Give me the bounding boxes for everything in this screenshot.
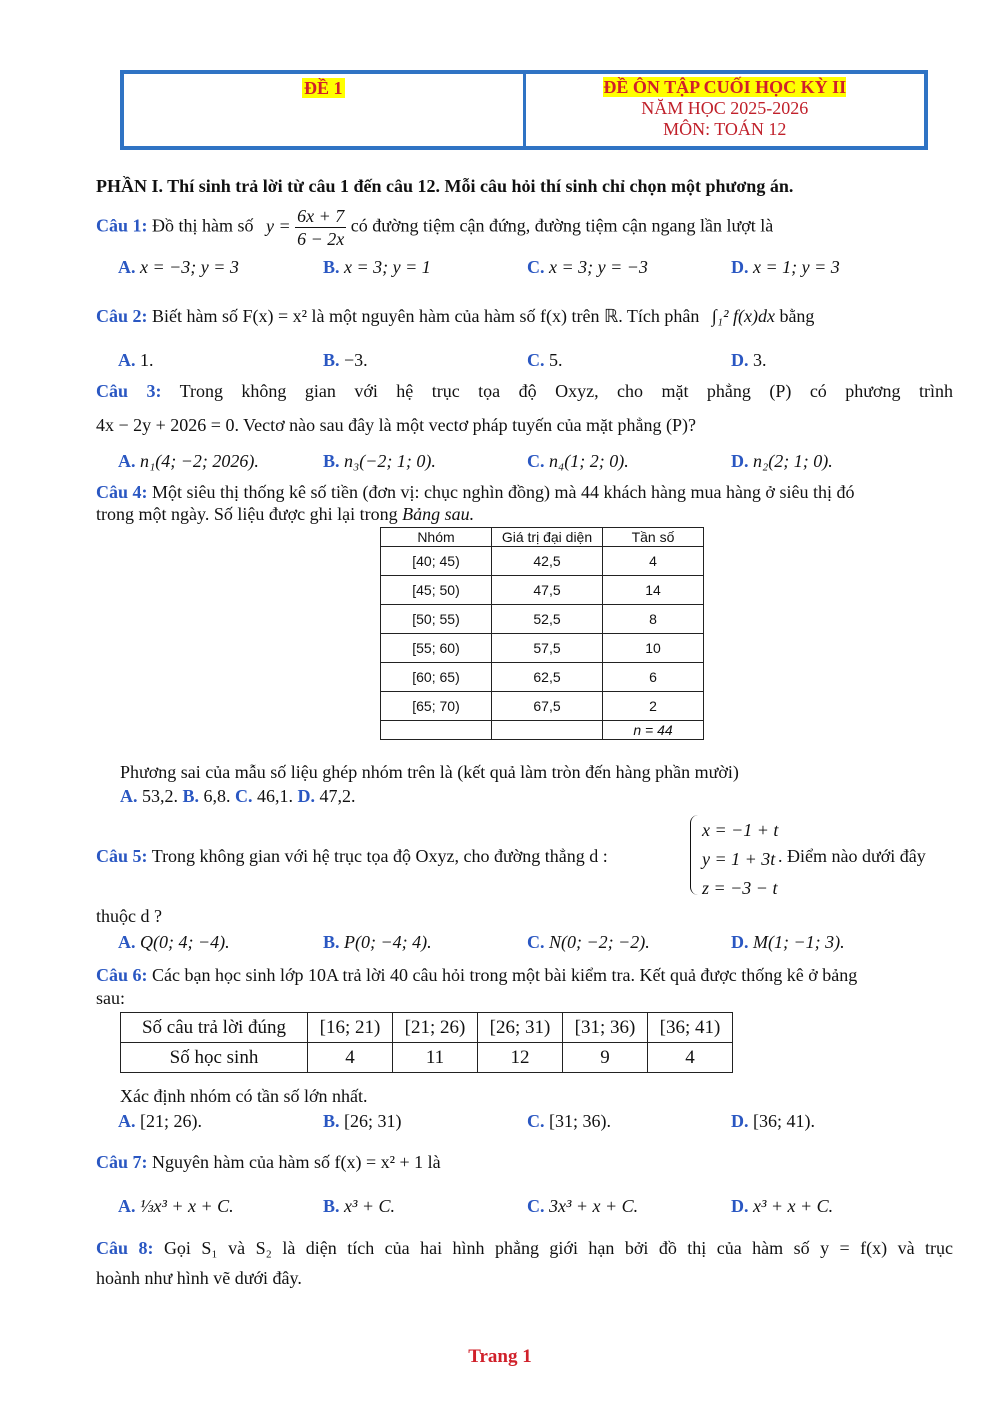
subject: MÔN: TOÁN 12 (663, 119, 787, 139)
q4-option-b[interactable]: B. 6,8. (182, 786, 231, 806)
q3-option-d[interactable]: D. n₂(2; 1; 0). (731, 451, 833, 471)
q7-option-c[interactable]: C. 3x³ + x + C. (527, 1196, 639, 1216)
question-4-prompt: Phương sai của mẫu số liệu ghép nhóm trên là (kết quả làm tròn đến hàng phần mười) (120, 762, 739, 782)
q4-options (120, 786, 356, 807)
page-number: Trang 1 (468, 1346, 532, 1367)
table-header: Nhóm (381, 528, 492, 547)
exam-header (120, 70, 928, 150)
system-brace (690, 815, 701, 895)
q2-integral: ∫₁² f(x)dx (711, 306, 775, 326)
school-year: NĂM HỌC 2025-2026 (641, 98, 809, 118)
q6-option-b[interactable]: B. [26; 31) (323, 1111, 402, 1131)
question-3-line-1: Câu 3: Trong không gian với hệ trục tọa độ Oxyz, cho mặt phẳng (P) có phương trình (96, 381, 953, 401)
q4-option-d[interactable]: D. 47,2. (297, 786, 356, 806)
header-right-cell (523, 74, 925, 146)
table-header: Giá trị đại diện (492, 528, 603, 547)
q2-option-a[interactable]: A. 1. (118, 350, 154, 370)
q6-option-a[interactable]: A. [21; 26). (118, 1111, 202, 1131)
question-1: Câu 1: Đồ thị hàm số y = $\frac{6x + 7}{6 - 2x}$ có đường tiệm cận đứng, đường tiệm cận ngang lần lượt là (96, 206, 774, 249)
q7-option-b[interactable]: B. x³ + C. (323, 1196, 396, 1216)
table-row: [45; 50) 47,5 14 (381, 576, 704, 605)
q5-option-c[interactable]: C. N(0; −2; −2). (527, 932, 650, 952)
exam-number-tag: ĐỀ 1 (303, 78, 343, 98)
part-heading: PHẦN I. Thí sinh trả lời từ câu 1 đến câu 12. Mỗi câu hỏi thí sinh chỉ chọn một phương án. (96, 176, 794, 196)
question-4-line-2: trong một ngày. Số liệu được ghi lại trong Bảng sau. (96, 504, 475, 524)
question-5-tail: . Điểm nào dưới đây (778, 846, 926, 866)
table-row: Số học sinh 4 11 12 9 4 (121, 1043, 733, 1073)
question-3-line-2: 4x − 2y + 2026 = 0. Vectơ nào sau đây là một vectơ pháp tuyến của mặt phẳng (P)? (96, 415, 697, 435)
q4-option-a[interactable]: A. 53,2. (120, 786, 178, 806)
question-8-line-2: hoành như hình vẽ dưới đây. (96, 1268, 302, 1288)
q2-option-d[interactable]: D. 3. (731, 350, 767, 370)
q7-option-a[interactable]: A. ⅓x³ + x + C. (118, 1196, 234, 1216)
q5-option-a[interactable]: A. Q(0; 4; −4). (118, 932, 230, 952)
question-5: Câu 5: Trong không gian với hệ trục tọa độ Oxyz, cho đường thẳng d : (96, 846, 608, 866)
frequency-table (380, 527, 704, 740)
question-5-line-2: thuộc d ? (96, 906, 162, 926)
table-total-row: n = 44 (381, 721, 704, 740)
q2-option-c[interactable]: C. 5. (527, 350, 563, 370)
q3-option-c[interactable]: C. n₄(1; 2; 0). (527, 451, 629, 471)
table-row: [50; 55) 52,5 8 (381, 605, 704, 634)
table-header: Tần số (603, 528, 704, 547)
question-6-line-1: Câu 6: Các bạn học sinh lớp 10A trả lời 40 câu hỏi trong một bài kiểm tra. Kết quả được thống kê ở bảng (96, 965, 858, 985)
q1-option-d[interactable]: D. x = 1; y = 3 (731, 257, 840, 277)
question-6-line-2: sau: (96, 988, 125, 1008)
q5-option-b[interactable]: B. P(0; −4; 4). (323, 932, 432, 952)
q1-option-a[interactable]: A. x = −3; y = 3 (118, 257, 239, 277)
exam-title: ĐỀ ÔN TẬP CUỐI HỌC KỲ II (603, 77, 847, 97)
table-row: [60; 65) 62,5 6 (381, 663, 704, 692)
q3-option-a[interactable]: A. n₁(4; −2; 2026). (118, 451, 259, 471)
q1-option-b[interactable]: B. x = 3; y = 1 (323, 257, 431, 277)
question-8-line-1: Câu 8: Gọi S₁ và S₂ là diện tích của hai hình phẳng giới hạn bởi đồ thị của hàm số y = f(x) và trục (96, 1238, 954, 1258)
q2-option-b[interactable]: B. −3. (323, 350, 368, 370)
question-7: Câu 7: Nguyên hàm của hàm số f(x) = x² + 1 là (96, 1152, 441, 1172)
question-2: Câu 2: Biết hàm số F(x) = x² là một nguyên hàm của hàm số f(x) trên ℝ. Tích phân ∫₁² f(x)dx bằng (96, 306, 815, 326)
table-row: Số câu trả lời đúng [16; 21) [21; 26) [26; 31) [31; 36) [36; 41) (121, 1013, 733, 1043)
q1-option-c[interactable]: C. x = 3; y = −3 (527, 257, 648, 277)
q4-option-c[interactable]: C. 46,1. (235, 786, 294, 806)
line-equation-system: x = −1 + t y = 1 + 3t z = −3 − t (702, 820, 779, 898)
q6-option-d[interactable]: D. [36; 41). (731, 1111, 815, 1131)
question-4-line-1: Câu 4: Một siêu thị thống kê số tiền (đơn vị: chục nghìn đồng) mà 44 khách hàng mua hàng ở siêu thị đó (96, 482, 855, 502)
table-row: [65; 70) 67,5 2 (381, 692, 704, 721)
q6-option-c[interactable]: C. [31; 36). (527, 1111, 611, 1131)
q1-fraction: $\frac{6x + 7}{6 - 2x}$ (297, 206, 345, 249)
q3-option-b[interactable]: B. n₃(−2; 1; 0). (323, 451, 436, 471)
score-table (120, 1012, 733, 1073)
table-row: [55; 60) 57,5 10 (381, 634, 704, 663)
q7-option-d[interactable]: D. x³ + x + C. (731, 1196, 834, 1216)
table-row: [40; 45) 42,5 4 (381, 547, 704, 576)
q5-option-d[interactable]: D. M(1; −1; 3). (731, 932, 845, 952)
question-6-prompt: Xác định nhóm có tần số lớn nhất. (120, 1086, 368, 1106)
header-left-cell (124, 74, 523, 146)
